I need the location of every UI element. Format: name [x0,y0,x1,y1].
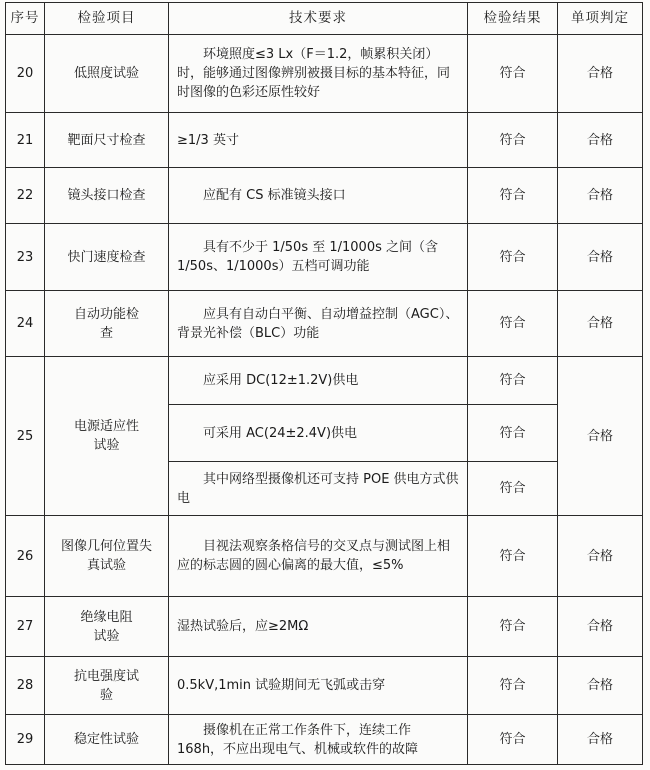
row-result: 符合 [468,224,558,291]
row-verdict: 合格 [558,715,643,765]
table-row [6,657,643,715]
row-requirement: 湿热试验后，应≥2MΩ [169,597,468,657]
row-verdict: 合格 [558,597,643,657]
row-result: 符合 [468,35,558,113]
row-result: 符合 [468,657,558,715]
row-seq: 23 [6,224,45,291]
table-row [6,715,643,765]
header-item: 检验项目 [45,3,169,35]
row-seq: 25 [6,357,45,516]
table-row [6,224,643,291]
table-row [6,597,643,657]
row-result: 符合 [468,516,558,597]
row-requirement: 其中网络型摄像机还可支持 POE 供电方式供电 [169,462,468,516]
row-item: 电源适应性试验 [45,357,169,516]
row-verdict: 合格 [558,113,643,168]
table-row [6,516,643,597]
row-item: 靶面尺寸检查 [45,113,169,168]
row-requirement: 具有不少于 1/50s 至 1/1000s 之间（含 1/50s、1/1000s）五档可调功能 [169,224,468,291]
table-row [6,357,643,405]
row-verdict: 合格 [558,224,643,291]
row-requirement: 0.5kV,1min 试验期间无飞弧或击穿 [169,657,468,715]
row-result: 符合 [468,113,558,168]
row-verdict: 合格 [558,168,643,224]
row-item: 抗电强度试验 [45,657,169,715]
row-result: 符合 [468,462,558,516]
row-seq: 21 [6,113,45,168]
row-item: 快门速度检查 [45,224,169,291]
header-verdict: 单项判定 [558,3,643,35]
header-seq: 序号 [6,3,45,35]
row-seq: 24 [6,291,45,357]
row-result: 符合 [468,715,558,765]
row-result: 符合 [468,597,558,657]
row-item: 稳定性试验 [45,715,169,765]
header-requirement: 技术要求 [169,3,468,35]
row-verdict: 合格 [558,657,643,715]
row-verdict: 合格 [558,516,643,597]
header-result: 检验结果 [468,3,558,35]
row-item: 绝缘电阻试验 [45,597,169,657]
row-seq: 20 [6,35,45,113]
row-requirement: ≥1/3 英寸 [169,113,468,168]
row-result: 符合 [468,291,558,357]
row-seq: 29 [6,715,45,765]
row-requirement: 可采用 AC(24±2.4V)供电 [169,405,468,462]
row-seq: 28 [6,657,45,715]
row-item: 镜头接口检查 [45,168,169,224]
row-seq: 22 [6,168,45,224]
row-result: 符合 [468,357,558,405]
row-seq: 26 [6,516,45,597]
row-requirement: 应配有 CS 标准镜头接口 [169,168,468,224]
row-verdict: 合格 [558,357,643,516]
table-row [6,113,643,168]
row-verdict: 合格 [558,291,643,357]
table-header-row [6,3,643,35]
row-seq: 27 [6,597,45,657]
row-requirement: 应采用 DC(12±1.2V)供电 [169,357,468,405]
table-row [6,35,643,113]
row-requirement: 摄像机在正常工作条件下，连续工作 168h，不应出现电气、机械或软件的故障 [169,715,468,765]
row-item: 自动功能检查 [45,291,169,357]
row-item: 低照度试验 [45,35,169,113]
inspection-table [5,2,643,765]
row-requirement: 目视法观察条格信号的交叉点与测试图上相应的标志圆的圆心偏离的最大值，≤5% [169,516,468,597]
table-row [6,168,643,224]
row-verdict: 合格 [558,35,643,113]
row-result: 符合 [468,405,558,462]
row-result: 符合 [468,168,558,224]
table-row [6,291,643,357]
row-requirement: 应具有自动白平衡、自动增益控制（AGC）、背景光补偿（BLC）功能 [169,291,468,357]
row-item: 图像几何位置失真试验 [45,516,169,597]
row-requirement: 环境照度≤3 Lx（F＝1.2，帧累积关闭）时，能够通过图像辨别被摄目标的基本特征，同时图像的色彩还原性较好 [169,35,468,113]
